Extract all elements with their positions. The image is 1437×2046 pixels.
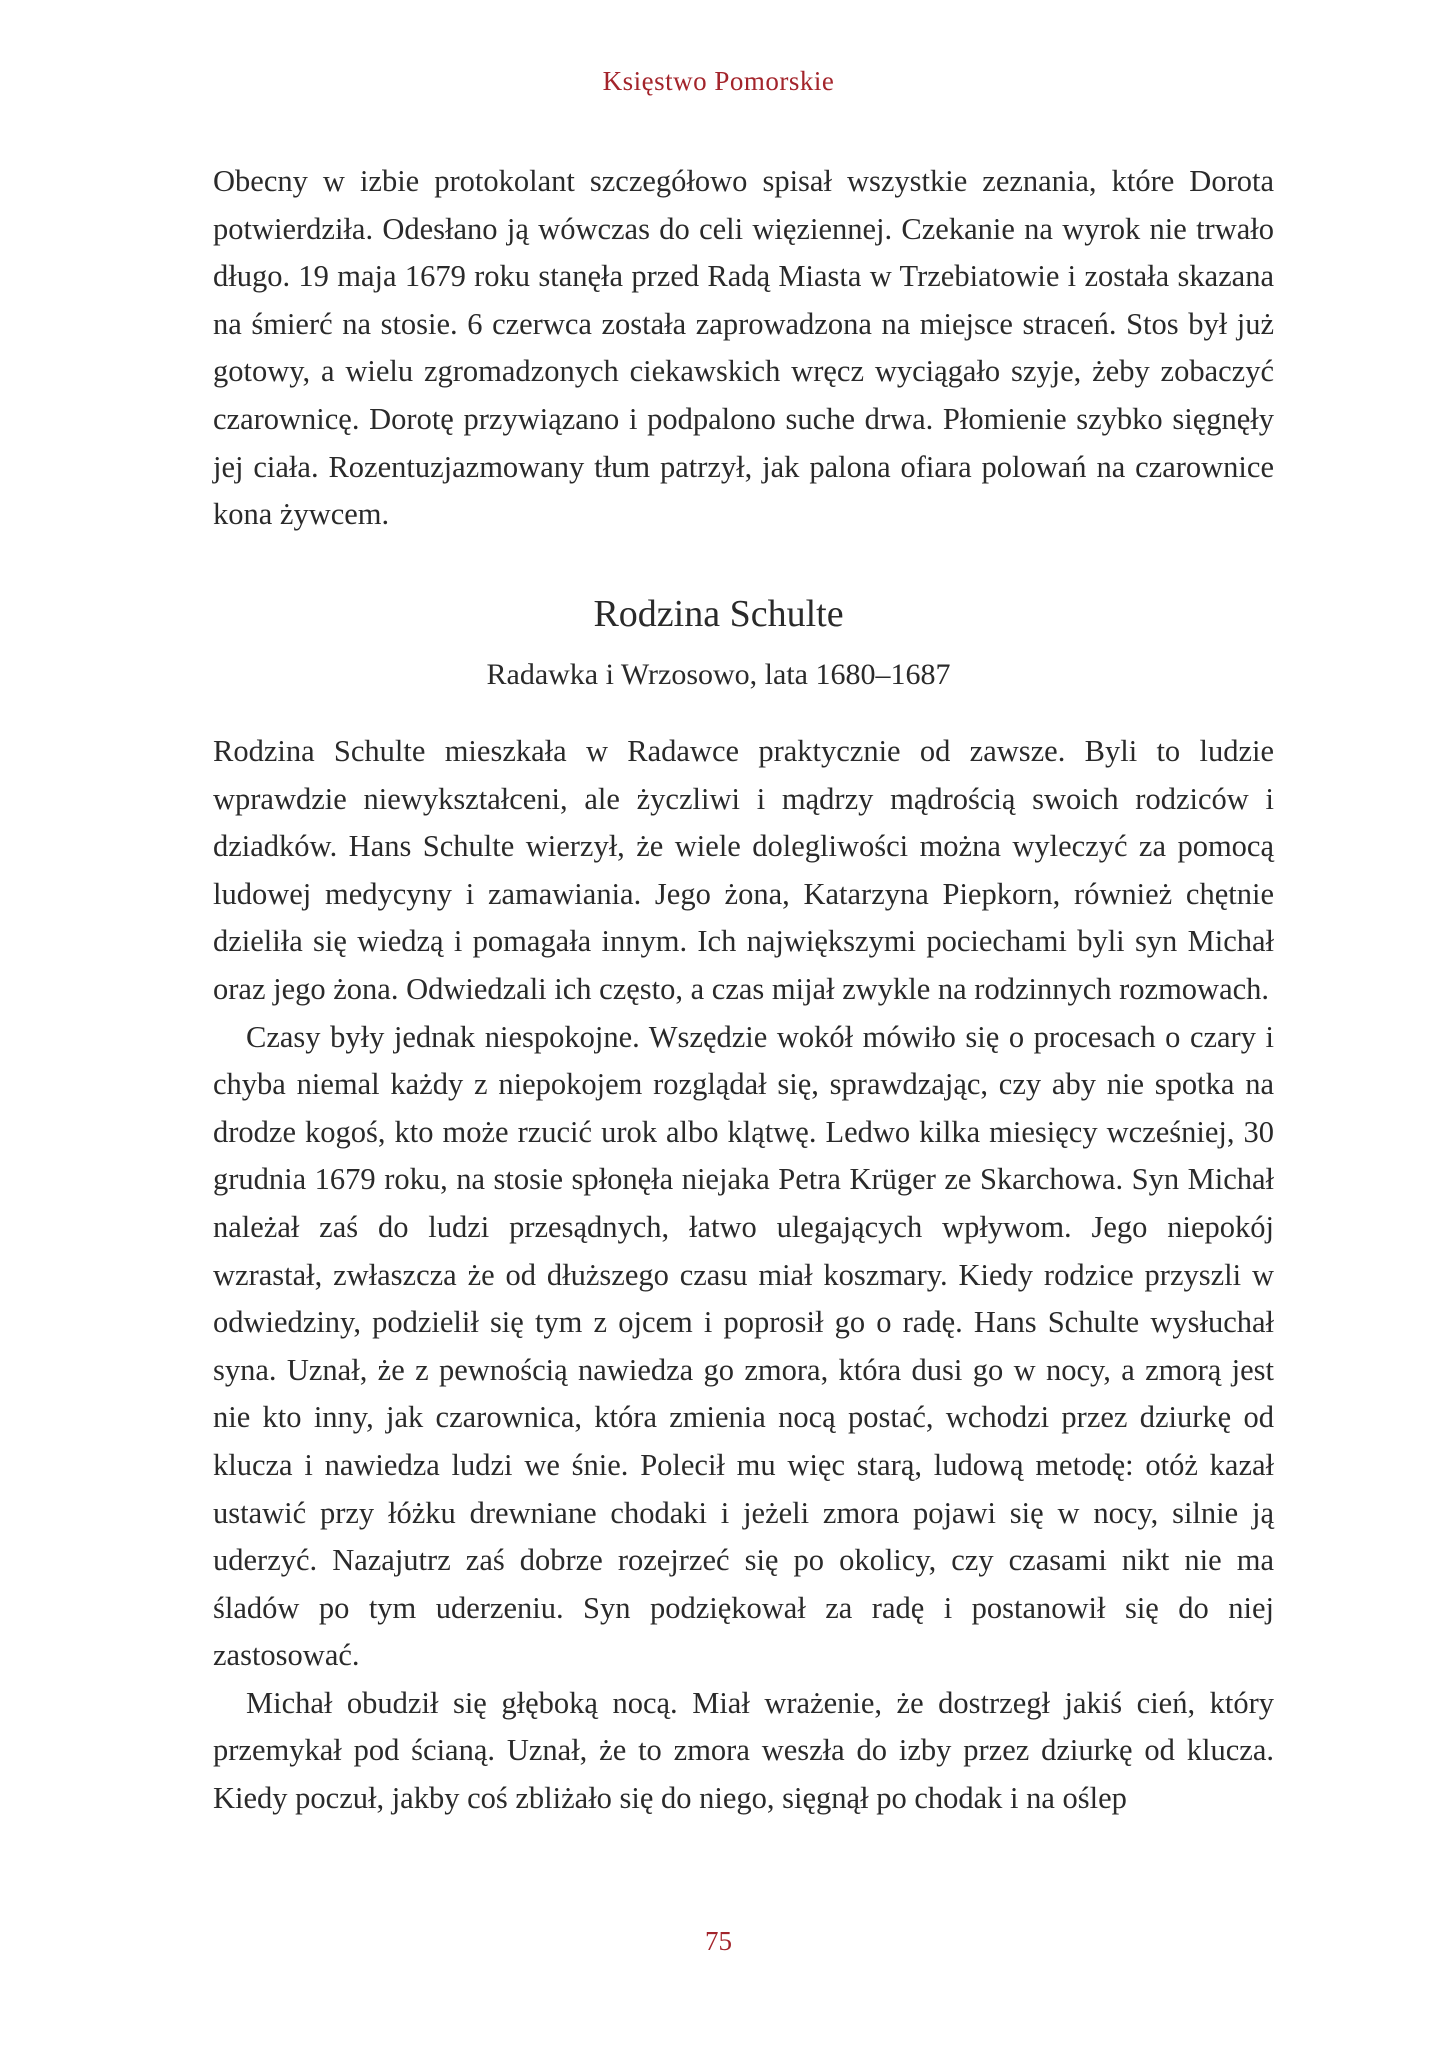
section-subtitle: Radawka i Wrzosowo, lata 1680–1687 — [486, 658, 951, 691]
page-number: 75 — [705, 1926, 732, 1956]
paragraph: Czasy były jednak niespokojne. Wszędzie wokół mówiło się o procesach o czary i chyba niemal każdy z niepokojem rozglądał się, sprawdzając, czy aby nie spotka na drodze kogoś, kto może rzucić urok albo klątwę. Ledwo kilka miesięcy wcześniej, 30 grudnia 1679 roku, na stosie spłonęła niejaka Petra Krüger ze Skarchowa. Syn Michał należał zaś do ludzi przesądnych, łatwo ulegających wpływom. Jego niepokój wzrastał, zwłaszcza że od dłuższego czasu miał koszmary. Kiedy rodzice przyszli w odwiedziny, podzielił się tym z ojcem i poprosił go o radę. Hans Schulte wysłuchał syna. Uznał, że z pewnością nawiedza go zmora, która dusi go w nocy, a zmorą jest nie kto inny, jak czarownica, która zmienia nocą postać, wchodzi przez dziurkę od klucza i nawiedza ludzi we śnie. Polecił mu więc starą, ludową metodę: otóż kazał ustawić przy łóżku drewniane chodaki i jeżeli zmora pojawi się w nocy, silnie ją uderzyć. Nazajutrz zaś dobrze rozejrzeć się po okolicy, czy czasami nikt nie ma śladów po tym uderzeniu. Syn podziękował za radę i postanowił się do niej zastosować. — [213, 1019, 1274, 1673]
section-text-block — [213, 728, 1274, 1823]
section-title: Rodzina Schulte — [593, 593, 844, 635]
running-head: Księstwo Pomorskie — [602, 66, 835, 96]
paragraph: Rodzina Schulte mieszkała w Radawce praktycznie od zawsze. Byli to ludzie wprawdzie niewykształceni, ale życzliwi i mądrzy mądrością swoich rodziców i dziadków. Hans Schulte wierzył, że wiele dolegliwości można wyleczyć za pomocą ludowej medycyny i zamawiania. Jego żona, Katarzyna Piepkorn, również chętnie dzieliła się wiedzą i pomagała innym. Ich największymi pociechami byli syn Michał oraz jego żona. Odwiedzali ich często, a czas mijał zwykle na rodzinnych rozmowach. — [213, 734, 1274, 1006]
intro-text-block — [213, 158, 1274, 539]
paragraph: Michał obudził się głęboką nocą. Miał wrażenie, że dostrzegł jakiś cień, który przemykał pod ścianą. Uznał, że to zmora weszła do izby przez dziurkę od klucza. Kiedy poczuł, jakby coś zbliżało się do niego, sięgnął po chodak i na oślep — [213, 1685, 1274, 1816]
paragraph: Obecny w izbie protokolant szczegółowo spisał wszystkie zeznania, które Dorota potwierdziła. Odesłano ją wówczas do celi więziennej. Czekanie na wyrok nie trwało długo. 19 maja 1679 roku stanęła przed Radą Miasta w Trzebiatowie i została skazana na śmierć na stosie. 6 czerwca została zaprowadzona na miejsce straceń. Stos był już gotowy, a wielu zgromadzonych ciekawskich wręcz wyciągało szyje, żeby zobaczyć czarownicę. Dorotę przywiązano i podpalono suche drwa. Płomienie szybko sięgnęły jej ciała. Rozentuzjazmowany tłum patrzył, jak palona ofiara polowań na czarownice kona żywcem. — [213, 164, 1274, 532]
